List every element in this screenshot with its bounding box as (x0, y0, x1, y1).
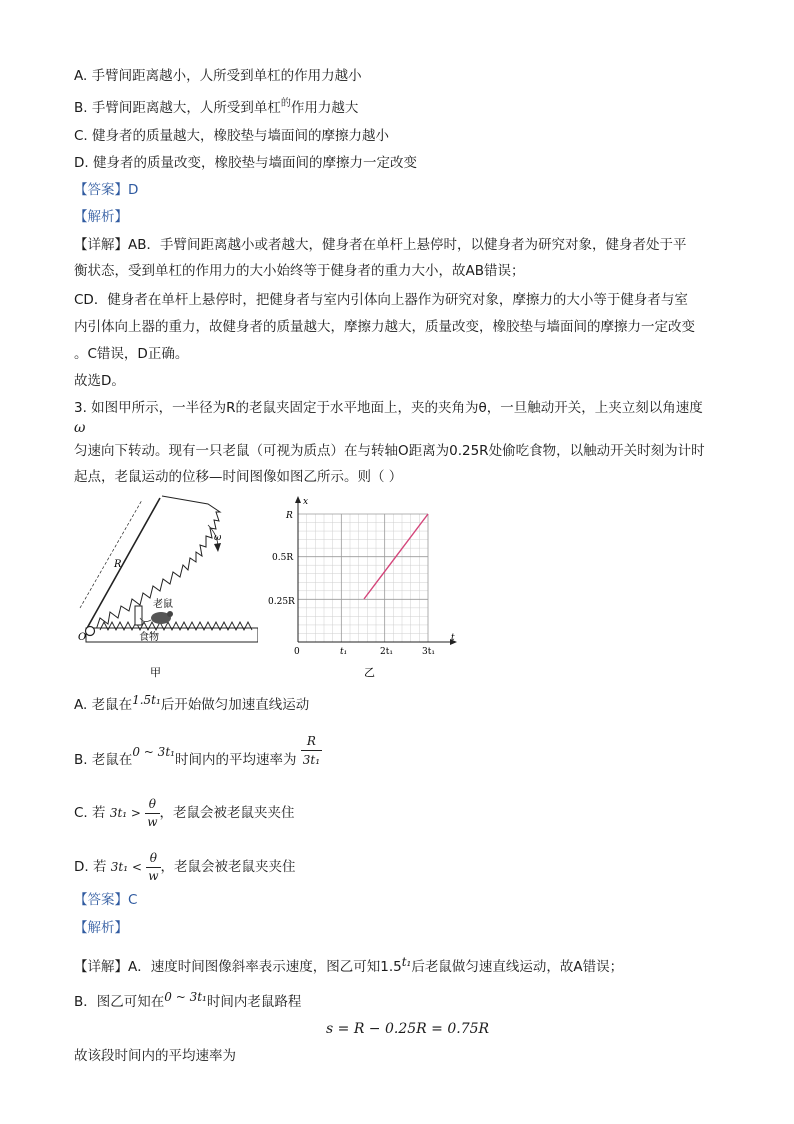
option-b-math: 0 ~ 3t₁ (132, 745, 175, 759)
tick-x-2t1: 2t₁ (380, 647, 393, 657)
option-a-suffix: 后开始做匀加速直线运动 (160, 697, 310, 713)
option-b-q2 (74, 98, 358, 120)
rotation-arrow (214, 543, 221, 552)
option-c-q2: C. 健身者的质量越大，橡胶垫与墙面间的摩擦力越小 (74, 128, 390, 144)
caption-jia: 甲 (150, 666, 161, 679)
tick-x-t1: t₁ (340, 647, 348, 657)
q3-stem-line3: 起点，老鼠运动的位移—时间图像如图乙所示。则（ ） (74, 469, 403, 485)
option-a-q2: A. 手臂间距离越小，人所受到单杠的作用力越小 (74, 68, 362, 84)
axis-x-label: x (303, 497, 309, 507)
option-b-superscript: 的 (280, 98, 291, 109)
detail-b-text-end: 时间内老鼠路程 (206, 994, 302, 1010)
figure-jia (78, 490, 258, 680)
option-c-fraction (145, 796, 159, 831)
option-d-prefix: D. 若 (74, 859, 107, 875)
switch-post (135, 606, 142, 625)
q3-detail-b (74, 992, 301, 1012)
q3-stem-line1: 3. 如图甲所示，一半径为R的老鼠夹固定于水平地面上，夹的夹角为θ，一旦触动开关，上夹立刻以角速度 (74, 400, 703, 416)
option-c-prefix: C. 若 (74, 805, 106, 821)
detail-b-math: 0 ~ 3t₁ (164, 990, 207, 1004)
option-d-numerator: θ (146, 850, 160, 868)
q3-stem-line2: 匀速向下转动。现有一只老鼠（可视为质点）在与转轴O距离为0.25R处偷吃食物，以触动开关时刻为计时 (74, 443, 705, 459)
detail-q2-line2: 衡状态，受到单杠的作用力的大小始终等于健身者的重力大小，故AB错误； (74, 263, 525, 279)
x-axis-arrow (295, 496, 301, 503)
detail-q2-line6: 故选D。 (74, 373, 125, 389)
option-d-lhs: 3t₁ < (110, 860, 142, 874)
major-grid (298, 514, 428, 642)
detail-b-text: B．图乙可知在 (74, 994, 165, 1010)
q3-last-line: 故该段时间内的平均速率为 (74, 1048, 236, 1064)
label-mouse: 老鼠 (153, 599, 173, 610)
option-c-suffix: ，老鼠会被老鼠夹夹住 (159, 805, 295, 821)
option-c-lhs: 3t₁ > (109, 806, 141, 820)
equation-distance: s = R − 0.25R = 0.75R (326, 1021, 490, 1037)
option-b-prefix: B. 老鼠在 (74, 752, 133, 768)
q3-detail-a (74, 957, 623, 977)
option-b-denominator: 3t₁ (302, 752, 321, 767)
answer-q3: 【答案】C (74, 892, 138, 908)
upper-jaw-arm (86, 498, 160, 630)
option-b-text: B. 手臂间距离越大，人所受到单杠 (74, 100, 281, 116)
detail-a-text-end: 后老鼠做匀速直线运动，故A错误； (411, 959, 624, 975)
detail-a-text: 【详解】A．速度时间图像斜率表示速度，图乙可知1.5 (74, 959, 402, 975)
label-o: O (78, 632, 87, 643)
answer-q2: 【答案】D (74, 182, 139, 198)
q3-omega: ω (74, 420, 86, 436)
tick-x-0: 0 (294, 647, 300, 657)
option-d-q2: D. 健身者的质量改变，橡胶垫与墙面间的摩擦力一定改变 (74, 155, 417, 171)
q3-option-d (74, 844, 296, 890)
option-a-math: 1.5t₁ (132, 693, 161, 707)
detail-q2-line3: CD．健身者在单杆上悬停时，把健身者与室内引体向上器作为研究对象，摩擦力的大小等于健身者与室 (74, 292, 688, 308)
option-c-denominator: w (147, 814, 158, 829)
figure-yi (268, 490, 468, 680)
analysis-label-q2: 【解析】 (74, 209, 128, 225)
option-c-numerator: θ (145, 796, 159, 814)
tick-y-r: R (286, 511, 293, 521)
q3-option-b (74, 733, 322, 784)
option-d-denominator: w (148, 868, 159, 883)
tick-y-05r: 0.5R (272, 553, 294, 563)
option-b-text-end: 作用力越大 (290, 100, 359, 116)
q3-option-a (74, 695, 309, 715)
option-a-prefix: A. 老鼠在 (74, 697, 133, 713)
detail-q2-line5: 。C错误，D正确。 (74, 346, 189, 362)
mouse-head (167, 611, 173, 617)
q3-option-c (74, 790, 295, 836)
radius-line (80, 500, 142, 608)
detail-q2-line1: 【详解】AB．手臂间距离越小或者越大，健身者在单杆上悬停时，以健身者为研究对象，健身者处于平 (74, 237, 687, 253)
axis-t-label: t (451, 633, 455, 643)
tick-x-3t1: 3t₁ (422, 647, 435, 657)
minor-grid (298, 514, 428, 642)
label-food: 食物 (139, 632, 159, 643)
tick-y-025r: 0.25R (268, 597, 295, 607)
option-b-numerator: R (301, 732, 322, 751)
option-b-fraction (301, 732, 322, 769)
option-d-fraction (146, 850, 160, 885)
detail-q2-line4: 内引体向上器的重力，故健身者的质量越大，摩擦力越大，质量改变，橡胶垫与墙面间的摩擦力一定改变 (74, 319, 695, 335)
pivot-o (86, 627, 95, 636)
analysis-label-q3: 【解析】 (74, 920, 128, 936)
label-r: R (114, 559, 122, 570)
caption-yi: 乙 (364, 666, 375, 679)
detail-a-math: t₁ (401, 955, 412, 969)
option-d-suffix: ，老鼠会被老鼠夹夹住 (160, 859, 296, 875)
option-b-mid: 时间内的平均速率为 (174, 752, 297, 768)
label-omega: ω (214, 533, 222, 543)
